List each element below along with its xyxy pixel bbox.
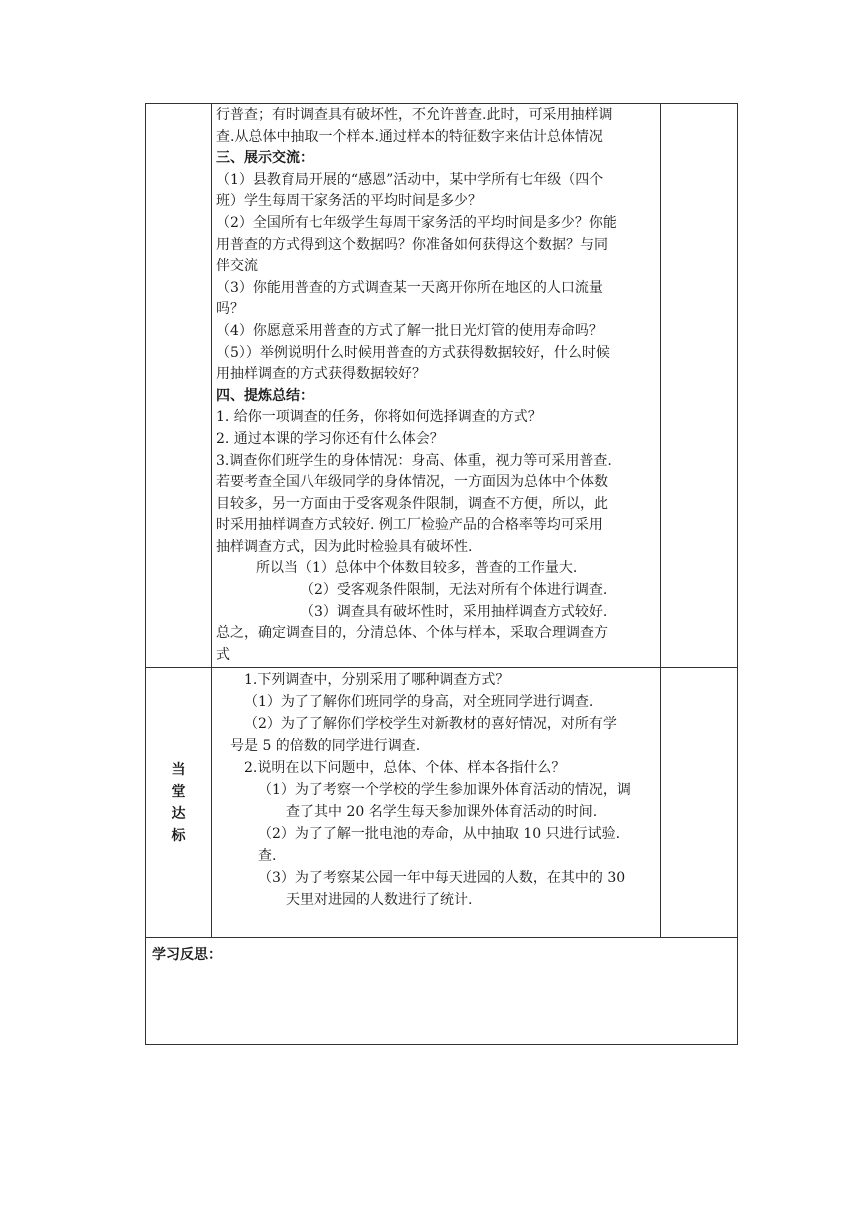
question-line: （1）县教育局开展的“感恩”活动中，某中学所有七年级（四个 [216,171,604,188]
question-line: 伴交流 [216,258,258,275]
heading-summary: 四、提炼总结： [216,387,314,404]
lesson-table-wrapper [145,103,738,1045]
practice-content [212,668,661,938]
intro-line: 行普查；有时调查具有破坏性，不允许普查.此时，可采用抽样调 [216,107,613,123]
label-char: 达 [171,805,186,822]
label-char: 当 [171,761,186,778]
row-practice [146,668,738,938]
problem-line: （1）为了考察一个学校的学生参加课外体育活动的情况，调 [258,782,631,799]
right-empty-cell [661,668,738,938]
discussion-content [212,104,661,668]
problem-line: 1.下列调查中，分别采用了哪种调查方式？ [244,672,510,689]
practice-label [146,668,212,938]
summary-line: 若要考查全国八年级同学的身体情况，一方面因为总体中个体数 [216,474,608,491]
conclusion-line: 总之，确定调查目的，分清总体、个体与样本，采取合理调查方 [216,625,608,642]
problem-line: （3）为了考察某公园一年中每天进园的人数，在其中的 30 [258,870,626,887]
reflection-label: 学习反思： [152,947,222,964]
question-line: 班）学生每周干家务活的平均时间是多少？ [216,193,482,210]
summary-line: 抽样调查方式，因为此时检验具有破坏性. [216,538,473,555]
label-char: 标 [171,827,186,844]
left-empty-cell [146,104,212,668]
question-line: 吗？ [216,301,244,318]
summary-line: 3.调查你们班学生的身体情况：身高、体重，视力等可采用普查. [216,452,612,469]
row-discussion [146,104,738,668]
so-line: （3）调查具有破坏性时，采用抽样调查方式较好. [300,603,608,620]
question-line: （2）全国所有七年级学生每周干家务活的平均时间是多少？你能 [216,214,617,231]
heading-show-exchange: 三、展示交流： [216,150,314,167]
so-line: 所以当（1）总体中个体数目较多，普查的工作量大. [256,560,578,577]
problem-line: 2.说明在以下问题中，总体、个体、样本各指什么？ [244,760,566,777]
summary-line: 2. 通过本课的学习你还有什么体会？ [216,430,444,447]
summary-line: 1. 给你一项调查的任务，你将如何选择调查的方式？ [216,409,542,426]
question-line: 用普查的方式得到这个数据吗？你准备如何获得这个数据？与同 [216,236,608,253]
row-reflection [146,938,738,1045]
problem-line: 查. [258,848,277,865]
problem-line: （1）为了了解你们班同学的身高，对全班同学进行调查. [244,694,594,711]
problem-line: （2）为了了解一批电池的寿命，从中抽取 10 只进行试验. [258,826,621,843]
label-char: 堂 [171,783,186,800]
question-line: （5））举例说明什么时候用普查的方式获得数据较好，什么时候 [216,344,610,361]
question-line: （4）你愿意采用普查的方式了解一批日光灯管的使用寿命吗？ [216,322,603,339]
problem-line: （2）为了了解你们学校学生对新教材的喜好情况，对所有学 [244,716,617,733]
problem-line: 号是 5 的倍数的同学进行调查. [230,738,421,755]
problem-line: 天里对进园的人数进行了统计. [286,892,473,909]
problem-line: 查了其中 20 名学生每天参加课外体育活动的时间. [286,804,598,821]
conclusion-line: 式 [216,646,230,663]
question-line: 用抽样调查的方式获得数据较好？ [216,366,426,383]
summary-line: 时采用抽样调查方式较好. 例工厂检验产品的合格率等均可采用 [216,517,603,534]
lesson-table [145,103,738,1045]
question-line: （3）你能用普查的方式调查某一天离开你所在地区的人口流量 [216,279,603,296]
so-line: （2）受客观条件限制，无法对所有个体进行调查. [300,582,608,599]
intro-line: 查.从总体中抽取一个样本.通过样本的特征数字来估计总体情况 [216,128,603,145]
right-empty-cell [661,104,738,668]
reflection-cell [146,938,738,1045]
summary-line: 目较多，另一方面由于受客观条件限制，调查不方便，所以，此 [216,495,608,512]
